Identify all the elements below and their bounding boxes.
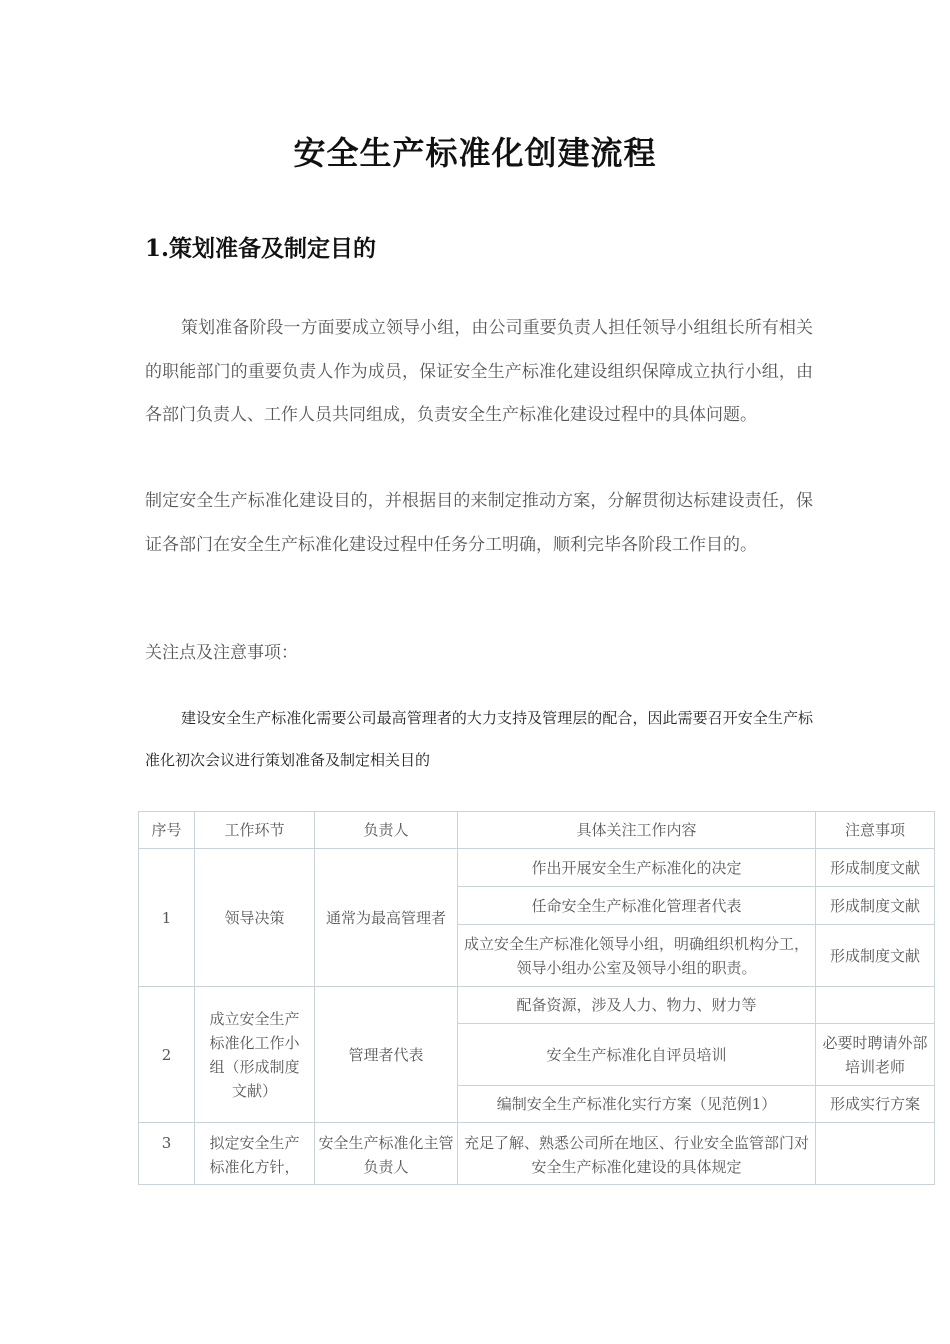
cell-note: 形成制度文献 — [816, 849, 935, 887]
cell-note: 形成实行方案 — [816, 1086, 935, 1123]
cell-content: 任命安全生产标准化管理者代表 — [458, 887, 816, 925]
header-stage: 工作环节 — [195, 812, 315, 849]
cell-content: 充足了解、熟悉公司所在地区、行业安全监管部门对安全生产标准化建设的具体规定 — [458, 1123, 816, 1185]
cell-no: 3 — [139, 1123, 195, 1185]
cell-no: 1 — [139, 849, 195, 987]
cell-note: 形成制度文献 — [816, 925, 935, 987]
cell-stage: 成立安全生产标准化工作小组（形成制度文献） — [195, 987, 315, 1123]
cell-content: 作出开展安全生产标准化的决定 — [458, 849, 816, 887]
cell-owner: 安全生产标准化主管负责人 — [315, 1123, 458, 1185]
header-note: 注意事项 — [816, 812, 935, 849]
cell-note: 必要时聘请外部培训老师 — [816, 1024, 935, 1086]
table-header-row — [139, 812, 935, 849]
cell-content: 成立安全生产标准化领导小组，明确组织机构分工，领导小组办公室及领导小组的职责。 — [458, 925, 816, 987]
table-row — [139, 987, 935, 1024]
work-table — [138, 811, 935, 1185]
paragraph-meeting: 建设安全生产标准化需要公司最高管理者的大力支持及管理层的配合，因此需要召开安全生产标准化初次会议进行策划准备及制定相关目的 — [145, 709, 813, 769]
table-row — [139, 849, 935, 887]
cell-content: 编制安全生产标准化实行方案（见范例1） — [458, 1086, 816, 1123]
cell-note: 形成制度文献 — [816, 887, 935, 925]
header-owner: 负责人 — [315, 812, 458, 849]
table-row — [139, 1123, 935, 1185]
cell-content: 配备资源，涉及人力、物力、财力等 — [458, 987, 816, 1024]
cell-note — [816, 987, 935, 1024]
page-title: 安全生产标准化创建流程 — [293, 134, 657, 172]
cell-stage: 拟定安全生产标准化方针， — [195, 1123, 315, 1185]
cell-owner: 管理者代表 — [315, 987, 458, 1123]
paragraph-leadership: 策划准备阶段一方面要成立领导小组，由公司重要负责人担任领导小组组长所有相关的职能部门的重要负责人作为成员，保证安全生产标准化建设组织保障成立执行小组，由各部门负责人、工作人员共同组成，负责安全生产标准化建设过程中的具体问题。 — [145, 318, 813, 425]
paragraph-goals: 制定安全生产标准化建设目的，并根据目的来制定推动方案，分解贯彻达标建设责任，保证各部门在安全生产标准化建设过程中任务分工明确，顺利完毕各阶段工作目的。 — [145, 491, 813, 555]
cell-no: 2 — [139, 987, 195, 1123]
section-heading: 1.策划准备及制定目的 — [145, 235, 377, 262]
header-content: 具体关注工作内容 — [458, 812, 816, 849]
cell-note — [816, 1123, 935, 1185]
cell-stage: 领导决策 — [195, 849, 315, 987]
header-no: 序号 — [139, 812, 195, 849]
notes-label: 关注点及注意事项： — [145, 643, 298, 663]
cell-content: 安全生产标准化自评员培训 — [458, 1024, 816, 1086]
cell-owner: 通常为最高管理者 — [315, 849, 458, 987]
